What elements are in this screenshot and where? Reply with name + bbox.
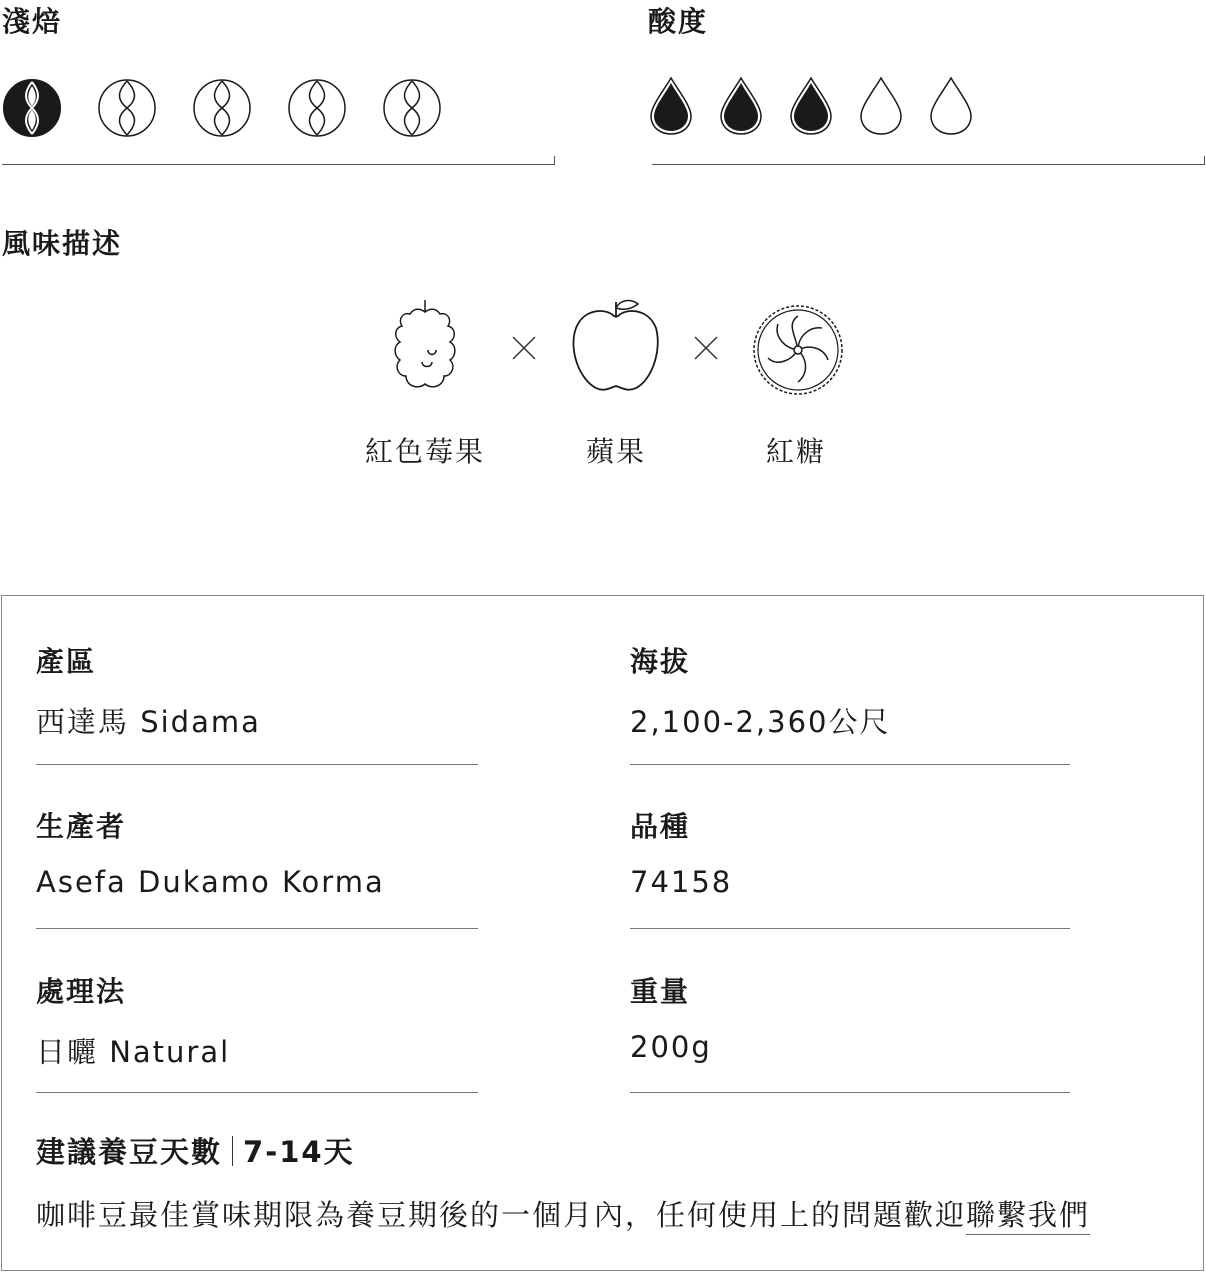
red-berry-icon	[390, 298, 460, 398]
drop-icon-empty	[858, 76, 904, 136]
process-label: 處理法	[36, 975, 127, 1008]
bean-icon-empty	[97, 78, 157, 138]
bean-icon-filled	[2, 78, 62, 138]
weight-value: 200g	[630, 1030, 712, 1064]
drop-icon-filled	[648, 76, 694, 136]
flavor-label-apple: 蘋果	[585, 435, 646, 468]
drop-icon-empty	[928, 76, 974, 136]
rest-days-separator	[232, 1136, 233, 1166]
producer-value: Asefa Dukamo Korma	[36, 865, 385, 899]
roast-title: 淺焙	[2, 5, 63, 38]
drop-icon-filled	[718, 76, 764, 136]
rest-days-row	[36, 1130, 355, 1171]
variety-value: 74158	[630, 865, 733, 899]
weight-divider	[630, 1092, 1070, 1093]
rest-days-label: 建議養豆天數	[36, 1135, 223, 1169]
bean-icon-empty	[382, 78, 442, 138]
producer-divider	[36, 928, 478, 929]
roast-divider	[2, 156, 555, 165]
times-icon	[511, 335, 537, 361]
times-icon	[693, 335, 719, 361]
apple-icon	[570, 298, 662, 394]
altitude-label: 海拔	[630, 645, 691, 678]
variety-divider	[630, 928, 1070, 929]
origin-label: 產區	[36, 645, 97, 678]
process-value: 日曬 Natural	[36, 1035, 231, 1069]
best-before-note	[36, 1193, 1090, 1234]
acidity-level-indicator	[648, 76, 998, 136]
producer-label: 生產者	[36, 810, 127, 843]
flavor-title: 風味描述	[2, 227, 123, 260]
drop-icon-filled	[788, 76, 834, 136]
variety-label: 品種	[630, 810, 691, 843]
origin-value: 西達馬 Sidama	[36, 705, 261, 739]
process-divider	[36, 1092, 478, 1093]
acidity-title: 酸度	[648, 5, 709, 38]
origin-divider	[36, 764, 478, 765]
altitude-value: 2,100-2,360公尺	[630, 705, 891, 739]
contact-us-link[interactable]: 聯繫我們	[966, 1198, 1090, 1235]
acidity-divider	[652, 156, 1205, 165]
roast-level-indicator	[2, 78, 477, 138]
brown-sugar-icon	[750, 302, 846, 398]
rest-days-value: 7-14天	[243, 1135, 355, 1169]
weight-label: 重量	[630, 975, 691, 1008]
altitude-divider	[630, 764, 1070, 765]
best-before-text: 咖啡豆最佳賞味期限為養豆期後的一個月內，任何使用上的問題歡迎	[36, 1198, 967, 1232]
bean-icon-empty	[192, 78, 252, 138]
bean-icon-empty	[287, 78, 347, 138]
flavor-label-brown-sugar: 紅糖	[765, 435, 826, 468]
flavor-label-red-berry: 紅色莓果	[364, 435, 485, 468]
